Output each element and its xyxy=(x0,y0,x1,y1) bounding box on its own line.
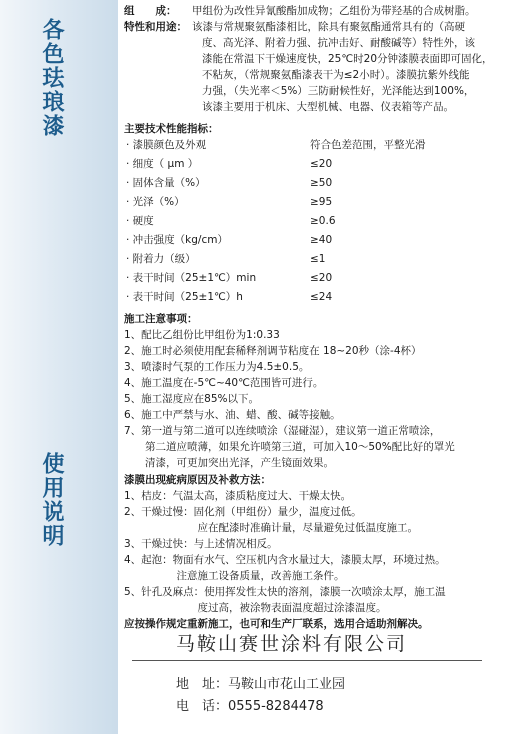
features-row xyxy=(124,19,465,35)
problem-line: 4、起泡：物面有水气、空压机内含水量过大，漆膜太厚，环境过热。 xyxy=(124,554,446,566)
manual-title: 使用说明 xyxy=(39,452,64,548)
problem-line: 3、干燥过快：与上述情况相反。 xyxy=(124,538,278,550)
problem-line: 1、桔皮：气温太高，漆质粘度过大、干燥太快。 xyxy=(124,490,352,502)
spec-name: · 冲击强度（kg/cm） xyxy=(126,234,228,246)
phone-value: 0555-8284478 xyxy=(228,699,324,714)
spec-name: · 细度（ μm ） xyxy=(126,158,199,170)
features-line: 力强，（失光率＜5%）三防耐候性好，光泽能达到100%， xyxy=(202,85,475,97)
problem-line: 应在配漆时准确计量，尽量避免过低温度施工。 xyxy=(124,522,418,534)
notes-heading: 施工注意事项： xyxy=(124,313,198,325)
features-label: 特性和用途： xyxy=(124,21,187,33)
note-line: 2、施工时必须使用配套稀释剂调节粘度在 18~20秒（涂-4杯） xyxy=(124,345,422,357)
specs-heading: 主要技术性能指标： xyxy=(124,123,219,135)
note-line: 清漆，可更加突出光泽，产生镜面效果。 xyxy=(124,457,334,469)
note-line: 第二道应喷薄，如果允许喷第三道，可加入10～50%配比好的罩光 xyxy=(124,441,455,453)
note-line: 4、施工温度在-5℃~40℃范围皆可进行。 xyxy=(124,377,324,389)
spec-name: · 附着力（级） xyxy=(126,253,196,265)
address-value: 马鞍山市花山工业园 xyxy=(228,677,346,692)
problem-line: 5、针孔及麻点：使用挥发性太快的溶剂，漆膜一次喷涂太厚，施工温 xyxy=(124,586,446,598)
note-line: 6、施工中严禁与水、油、蜡、酸、碱等接触。 xyxy=(124,409,341,421)
composition-text: 甲组份为改性异氰酸酯加成物；乙组份为带羟基的合成树脂。 xyxy=(192,5,476,17)
divider xyxy=(132,660,482,661)
spec-name: · 表干时间（25±1℃）min xyxy=(126,272,257,284)
closing-note: 应按操作规定重新施工，也可和生产厂联系，选用合适助剂解决。 xyxy=(124,618,429,630)
spec-value: 符合色差范围，平整光滑 xyxy=(310,139,426,151)
features-line: 漆能在常温下干燥速度快，25℃时20分钟漆膜表面即可固化， xyxy=(202,53,493,65)
problem-line: 度过高，被涂物表面温度超过涂漆温度。 xyxy=(124,602,387,614)
note-line: 3、喷漆时气泵的工作压力为4.5±0.5。 xyxy=(124,361,310,373)
spec-name: · 漆膜颜色及外观 xyxy=(126,139,207,151)
spec-value: ≥40 xyxy=(310,234,333,246)
spec-name: · 固体含量（%） xyxy=(126,177,206,189)
features-line: 该漆与常规聚氨酯漆相比，除具有聚氨酯通常具有的（高硬 xyxy=(192,21,465,33)
problem-line: 2、干燥过慢：固化剂（甲组份）量少，温度过低。 xyxy=(124,506,362,518)
spec-value: ≥95 xyxy=(310,196,333,208)
spec-value: ≤24 xyxy=(310,291,333,303)
address-label: 地 址： xyxy=(176,677,229,692)
sidebar-panel xyxy=(0,0,118,734)
spec-name: · 光泽（%） xyxy=(126,196,185,208)
spec-value: ≤20 xyxy=(310,272,333,284)
note-line: 1、配比乙组份比甲组份为1:0.33 xyxy=(124,329,280,341)
note-line: 5、施工湿度应在85%以下。 xyxy=(124,393,260,405)
spec-value: ≤20 xyxy=(310,158,333,170)
features-line: 该漆主要用于机床、大型机械、电器、仪表箱等产品。 xyxy=(202,101,454,113)
features-line: 度、高光泽、附着力强、抗冲击好、耐酸碱等）特性外，该 xyxy=(202,37,475,49)
spec-name: · 硬度 xyxy=(126,215,154,227)
composition-row xyxy=(124,3,476,19)
product-title: 各色珐琅漆 xyxy=(39,18,64,138)
spec-name: · 表干时间（25±1℃）h xyxy=(126,291,243,303)
problem-line: 注意施工设备质量，改善施工条件。 xyxy=(124,570,345,582)
features-line: 不粘灰，（常规聚氨酯漆表干为≤2小时）。漆膜抗紫外线能 xyxy=(202,69,470,81)
spec-value: ≤1 xyxy=(310,253,326,265)
composition-label: 组 成： xyxy=(124,5,177,17)
spec-value: ≥50 xyxy=(310,177,333,189)
note-line: 7、第一道与第二道可以连续喷涂（湿碰湿），建议第一道正常喷涂， xyxy=(124,425,441,437)
problems-heading: 漆膜出现疵病原因及补救方法： xyxy=(124,474,271,486)
phone-label: 电 话： xyxy=(176,699,229,714)
phone-row xyxy=(176,695,324,714)
spec-value: ≥0.6 xyxy=(310,215,336,227)
company-name: 马鞍山赛世涂料有限公司 xyxy=(176,633,408,655)
address-row xyxy=(176,673,345,692)
